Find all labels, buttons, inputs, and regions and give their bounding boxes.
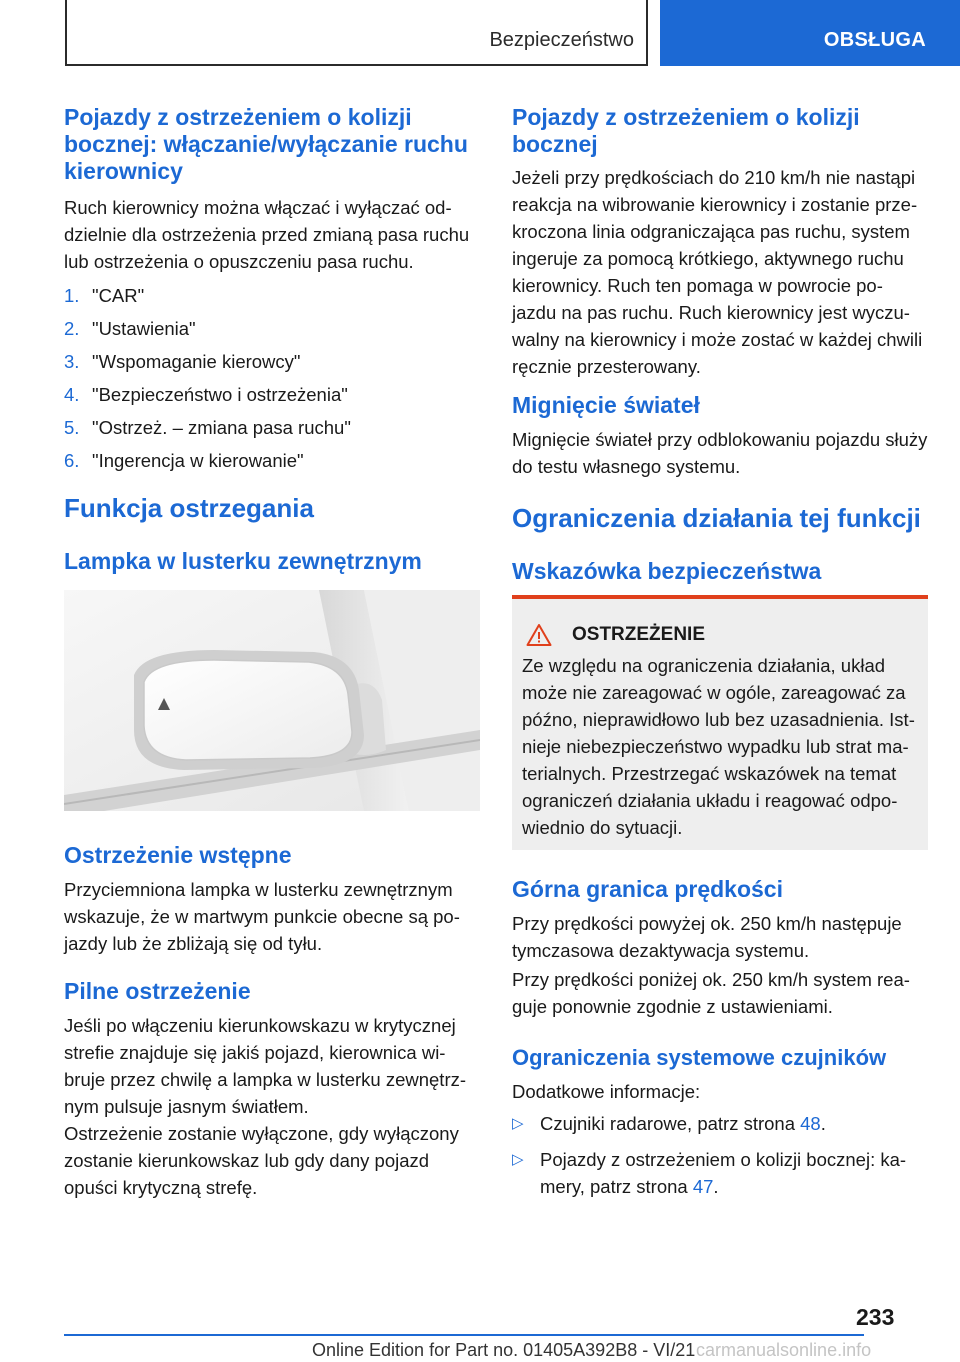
heading-light-flash: Mignięcie świateł — [512, 392, 700, 418]
page-header — [0, 0, 960, 66]
step-text: "Ostrzeż. – zmiana pasa ruchu" — [92, 417, 351, 438]
bullet-triangle-icon: ▷ — [512, 1115, 524, 1132]
warning-title: OSTRZEŻENIE — [572, 624, 706, 645]
step-number: 2. — [64, 318, 80, 339]
list-item — [64, 414, 480, 447]
paragraph-urgent-warning-1: Jeśli po włączeniu kierunkowskazu w krytycznej strefie znajduje się jakiś pojazd, kierownica wi- bruje przez chwilę a lampka w lusterku zewnętrz- nym pulsuje jasnym światłem. — [64, 1015, 467, 1117]
section-title: Bezpieczeństwo — [489, 29, 634, 51]
heading-side-collision: Pojazdy z ostrzeżeniem o kolizji bocznej — [512, 104, 860, 157]
paragraph-sensor-limits: Dodatkowe informacje: — [512, 1081, 701, 1102]
list-item — [64, 282, 480, 315]
page-number: 233 — [856, 1304, 895, 1330]
bullet-triangle-icon: ▷ — [512, 1151, 524, 1168]
warning-text: Ze względu na ograniczenia działania, układ może nie zareagować w ogóle, zareagować za późno, nieprawidłowo lub bez uzasadnienia. Ist- nieje niebezpieczeństwo wypadku lub strat ma- terialnych. Przestrzegać wskazówek na temat ograniczeń działania układu i reagować odpo- wiednio do sytuacji. — [522, 655, 915, 838]
heading-toggle-steering: Pojazdy z ostrzeżeniem o kolizji bocznej: włączanie/wyłączanie ruchu kierownicy — [64, 104, 468, 184]
chapter-tab-label: OBSŁUGA — [823, 29, 926, 51]
warning-triangle-icon — [526, 623, 552, 647]
bullet-text: Pojazdy z ostrzeżeniem o kolizji bocznej: ka- mery, patrz strona — [540, 1149, 907, 1197]
paragraph-light-flash: Mignięcie świateł przy odblokowaniu pojazdu służy do testu własnego systemu. — [512, 429, 928, 477]
bullet-text: Czujniki radarowe, patrz strona — [540, 1113, 801, 1134]
watermark-text: carmanualsonline.info — [696, 1340, 872, 1360]
warning-box — [512, 595, 928, 850]
heading-urgent-warning: Pilne ostrzeżenie — [64, 978, 251, 1004]
paragraph-speed-limit-2: Przy prędkości poniżej ok. 250 km/h system rea- guje ponownie zgodnie z ustawieniami. — [512, 969, 910, 1017]
bullet-tail: . — [713, 1176, 719, 1197]
list-item — [64, 381, 480, 414]
heading-pre-warning: Ostrzeżenie wstępne — [64, 842, 292, 868]
step-text: "Ingerencja w kierowanie" — [92, 450, 304, 471]
step-number: 6. — [64, 450, 80, 471]
heading-sensor-limits: Ograniczenia systemowe czujników — [512, 1045, 887, 1070]
list-item — [64, 447, 480, 480]
step-text: "Ustawienia" — [92, 318, 196, 339]
list-item — [512, 1110, 928, 1137]
list-item — [64, 348, 480, 381]
paragraph-urgent-warning-2: Ostrzeżenie zostanie wyłączone, gdy wyłączony zostanie kierunkowskaz lub gdy dany pojazd opuści krytyczną strefę. — [64, 1123, 459, 1198]
paragraph-speed-limit-1: Przy prędkości powyżej ok. 250 km/h następuje tymczasowa dezaktywacja systemu. — [512, 913, 902, 961]
paragraph-side-collision: Jeżeli przy prędkościach do 210 km/h nie nastąpi reakcja na wibrowanie kierownicy i zostanie prze- kroczona linia odgraniczająca pas ruchu, system ingeruje za pomocą krótkiego, aktywnego ruchu kierownicy. Ruch ten pomaga w powrocie po- jazdu na pas ruchu. Ruch kierownicy jest wyczu- walny na kierownicy i może zostać w każdej chwili ręcznie przesterowany. — [512, 167, 923, 377]
step-number: 4. — [64, 384, 80, 405]
page-reference-link[interactable]: 48 — [800, 1113, 821, 1134]
footer-divider — [64, 1334, 864, 1336]
page-reference-link[interactable]: 47 — [692, 1176, 714, 1197]
step-text: "Bezpieczeństwo i ostrzeżenia" — [92, 384, 348, 405]
side-mirror-illustration — [64, 590, 480, 811]
heading-function-limits: Ograniczenia działania tej funkcji — [512, 503, 921, 533]
step-text: "CAR" — [92, 285, 145, 306]
step-number: 1. — [64, 285, 80, 306]
bullet-tail: . — [820, 1113, 826, 1134]
step-number: 5. — [64, 417, 80, 438]
step-text: "Wspomaganie kierowcy" — [92, 351, 301, 372]
section-title-box — [65, 0, 648, 66]
heading-mirror-lamp: Lampka w lusterku zewnętrznym — [64, 548, 422, 574]
heading-speed-limit: Górna granica prędkości — [512, 876, 783, 902]
step-number: 3. — [64, 351, 80, 372]
sensor-references-list — [512, 1110, 928, 1209]
list-item — [64, 315, 480, 348]
paragraph-pre-warning: Przyciemniona lampka w lusterku zewnętrznym wskazuje, że w martwym punkcie obecne są po- jazdy lub że zbliżają się od tyłu. — [64, 879, 460, 954]
paragraph-toggle-steering: Ruch kierownicy można włączać i wyłączać od- dzielnie dla ostrzeżenia przed zmianą pasa ruchu lub ostrzeżenia o opuszczeniu pasa ruchu. — [64, 197, 470, 272]
warning-title-row — [522, 621, 918, 648]
mirror-figure — [64, 590, 480, 811]
heading-safety-note: Wskazówka bezpieczeństwa — [512, 558, 822, 584]
edition-text: Online Edition for Part no. 01405A392B8 - VI/21 — [312, 1340, 696, 1360]
menu-steps-list — [64, 282, 480, 480]
chapter-tab — [660, 0, 960, 66]
list-item — [512, 1146, 928, 1200]
heading-warning-function: Funkcja ostrzegania — [64, 493, 314, 523]
